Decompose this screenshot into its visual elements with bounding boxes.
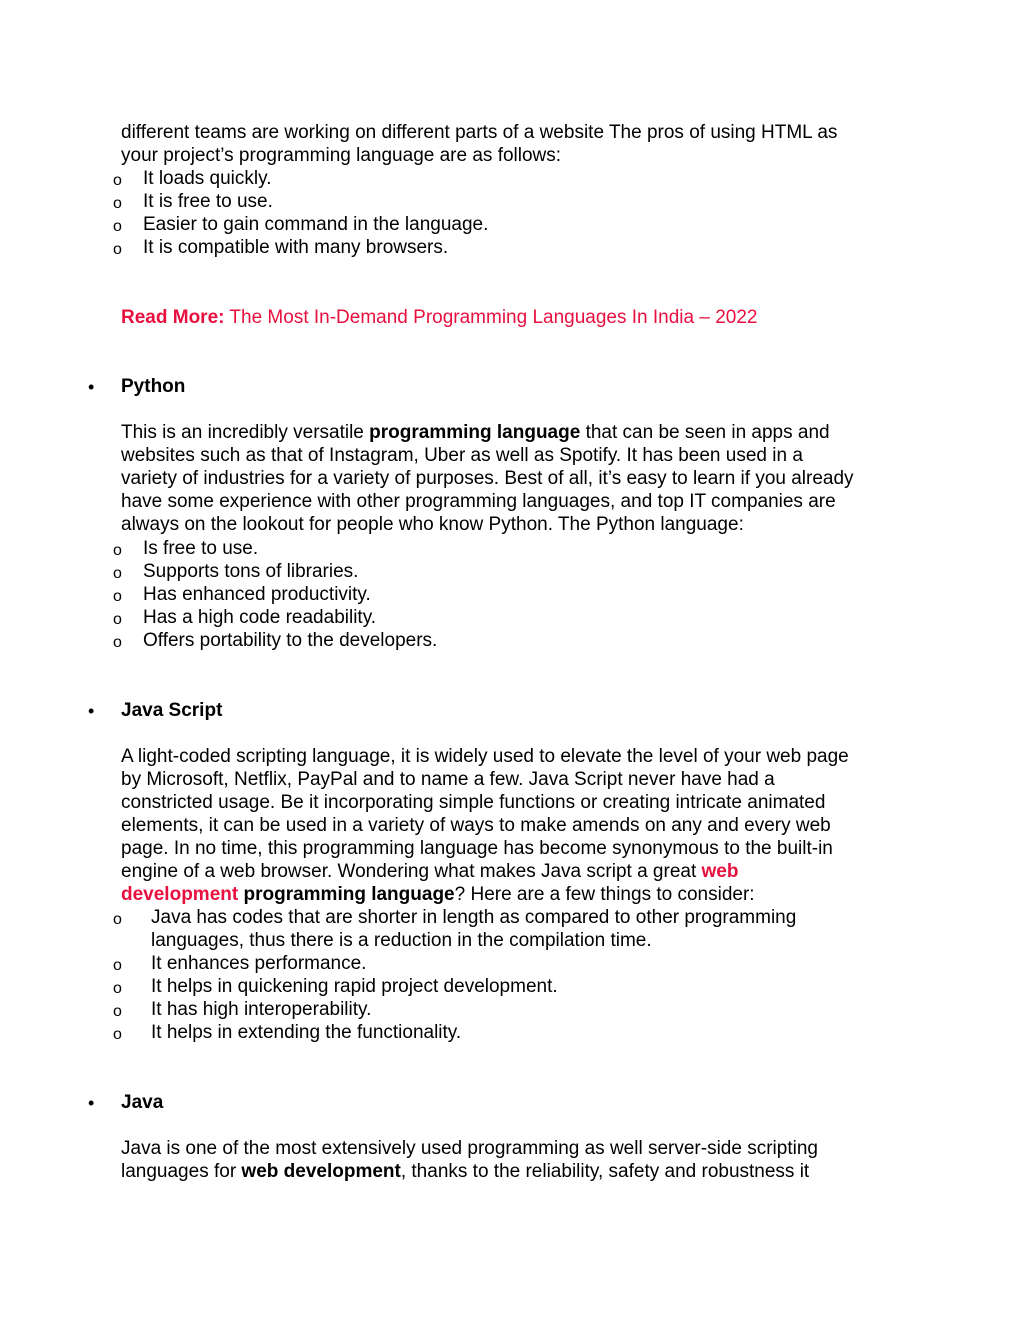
bold-text: programming language bbox=[238, 884, 455, 905]
sub-bullet-marker: o bbox=[113, 1026, 122, 1043]
sub-bullet-marker: o bbox=[113, 957, 122, 974]
text: that can be seen in apps and bbox=[580, 422, 830, 443]
text: , thanks to the reliability, safety and robustness it bbox=[400, 1161, 810, 1182]
sub-bullet-marker: o bbox=[113, 634, 122, 651]
paragraph-line bbox=[121, 883, 755, 906]
web-development-link[interactable]: web bbox=[701, 861, 739, 882]
sub-bullet-marker: o bbox=[113, 195, 122, 212]
list-item: It helps in quickening rapid project development. bbox=[151, 976, 558, 997]
list-item: It loads quickly. bbox=[143, 168, 272, 189]
paragraph-line: Java is one of the most extensively used programming as well server-side scripting bbox=[121, 1138, 818, 1159]
paragraph-line bbox=[121, 421, 830, 444]
paragraph-line: always on the lookout for people who know Python. The Python language: bbox=[121, 514, 744, 535]
list-item: It helps in extending the functionality. bbox=[151, 1022, 462, 1043]
paragraph-line bbox=[121, 1160, 809, 1183]
read-more-link[interactable]: The Most In-Demand Programming Languages In India – 2022 bbox=[224, 307, 758, 328]
bullet-marker: • bbox=[88, 377, 95, 397]
section-heading-python: Python bbox=[121, 376, 186, 397]
list-item: It is free to use. bbox=[143, 191, 273, 212]
bold-text: web development bbox=[241, 1161, 401, 1182]
list-item: Java has codes that are shorter in length as compared to other programming bbox=[151, 907, 797, 928]
sub-bullet-marker: o bbox=[113, 1003, 122, 1020]
paragraph-line: constricted usage. Be it incorporating simple functions or creating intricate animated bbox=[121, 792, 826, 813]
text: ? Here are a few things to consider: bbox=[454, 884, 755, 905]
sub-bullet-marker: o bbox=[113, 542, 122, 559]
list-item: Supports tons of libraries. bbox=[143, 561, 359, 582]
list-item: Has enhanced productivity. bbox=[143, 584, 371, 605]
list-item: Is free to use. bbox=[143, 538, 259, 559]
paragraph-line: page. In no time, this programming language has become synonymous to the built-in bbox=[121, 838, 833, 859]
read-more-line[interactable] bbox=[121, 306, 758, 329]
sub-bullet-marker: o bbox=[113, 565, 122, 582]
web-development-link[interactable]: development bbox=[121, 884, 239, 905]
read-more-label: Read More: bbox=[121, 307, 225, 328]
paragraph-line: A light-coded scripting language, it is widely used to elevate the level of your web page bbox=[121, 746, 849, 767]
sub-bullet-marker: o bbox=[113, 218, 122, 235]
paragraph-line: have some experience with other programming languages, and top IT companies are bbox=[121, 491, 836, 512]
sub-bullet-marker: o bbox=[113, 980, 122, 997]
paragraph-line: your project’s programming language are as follows: bbox=[121, 145, 562, 166]
list-item: It enhances performance. bbox=[151, 953, 367, 974]
bold-text: programming language bbox=[369, 422, 581, 443]
list-item: It is compatible with many browsers. bbox=[143, 237, 449, 258]
list-item: Easier to gain command in the language. bbox=[143, 214, 489, 235]
sub-bullet-marker: o bbox=[113, 241, 122, 258]
section-heading-javascript: Java Script bbox=[121, 700, 223, 721]
sub-bullet-marker: o bbox=[113, 611, 122, 628]
paragraph-line: different teams are working on different parts of a website The pros of using HTML as bbox=[121, 122, 838, 143]
list-item-continuation: languages, thus there is a reduction in the compilation time. bbox=[151, 930, 652, 951]
paragraph-line: variety of industries for a variety of purposes. Best of all, it’s easy to learn if you already bbox=[121, 468, 854, 489]
text: engine of a web browser. Wondering what makes Java script a great bbox=[121, 861, 702, 882]
sub-bullet-marker: o bbox=[113, 588, 122, 605]
bullet-marker: • bbox=[88, 1093, 95, 1113]
sub-bullet-marker: o bbox=[113, 911, 122, 928]
paragraph-line: elements, it can be used in a variety of ways to make amends on any and every web bbox=[121, 815, 831, 836]
text: languages for bbox=[121, 1161, 242, 1182]
sub-bullet-marker: o bbox=[113, 172, 122, 189]
list-item: It has high interoperability. bbox=[151, 999, 372, 1020]
bullet-marker: • bbox=[88, 701, 95, 721]
paragraph-line: websites such as that of Instagram, Uber as well as Spotify. It has been used in a bbox=[121, 445, 803, 466]
section-heading-java: Java bbox=[121, 1092, 164, 1113]
list-item: Has a high code readability. bbox=[143, 607, 377, 628]
text: This is an incredibly versatile bbox=[121, 422, 370, 443]
paragraph-line: by Microsoft, Netflix, PayPal and to name a few. Java Script never have had a bbox=[121, 769, 775, 790]
paragraph-line bbox=[121, 860, 738, 883]
list-item: Offers portability to the developers. bbox=[143, 630, 438, 651]
